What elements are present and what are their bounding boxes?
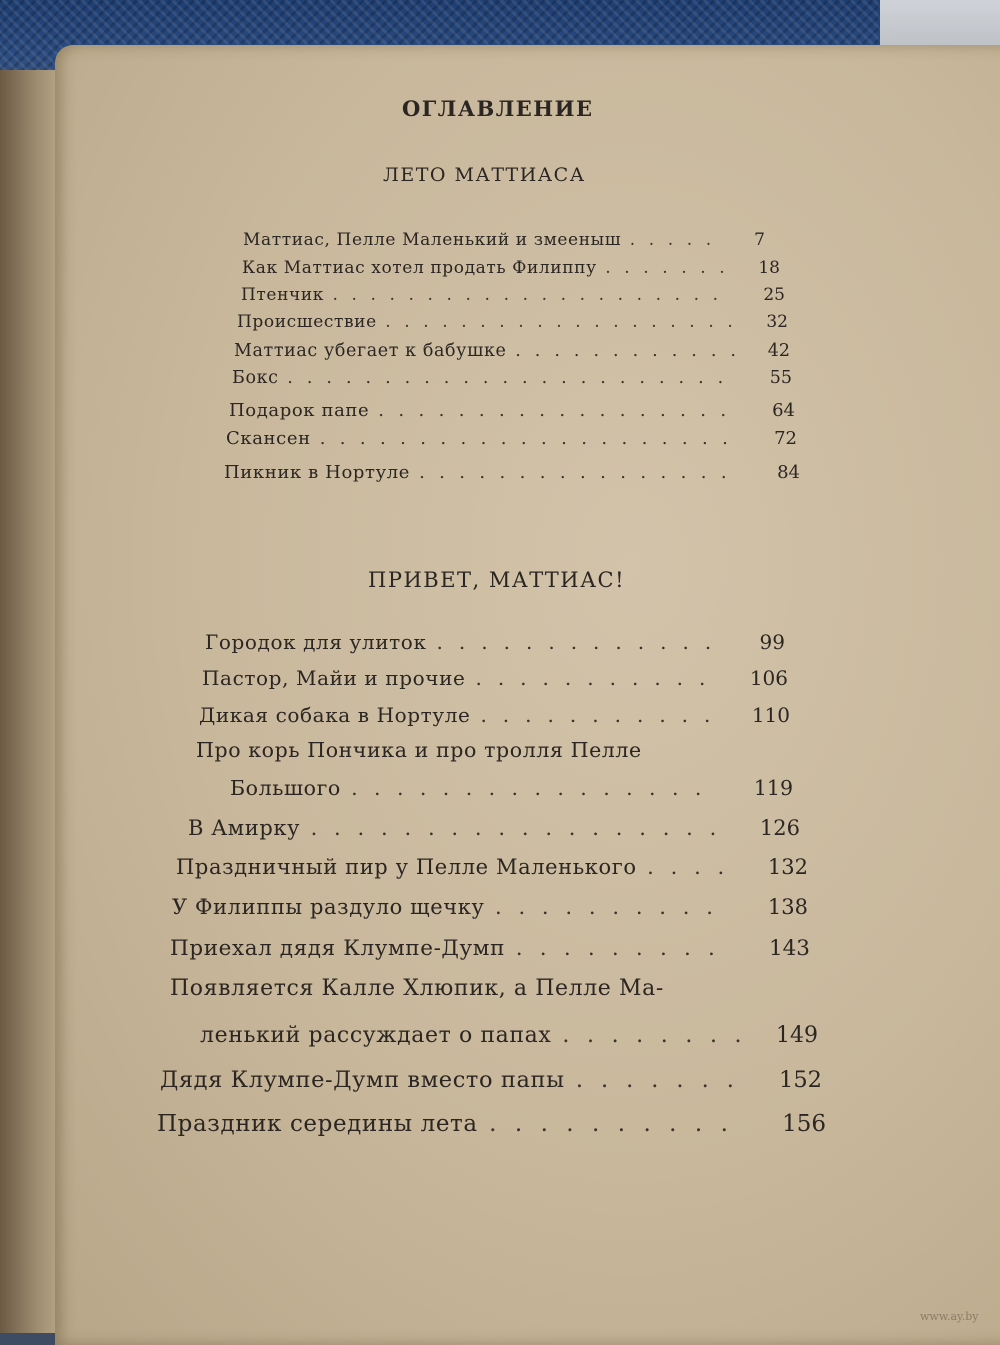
toc-entry-title: Праздничный пир у Пелле Маленького (176, 855, 637, 879)
toc-entry-page: 138 (767, 895, 808, 919)
toc-entry-page: 18 (758, 258, 780, 278)
left-page-edge (0, 70, 60, 1333)
toc-entry-page: 55 (769, 368, 792, 388)
toc-leader-dots: ................ (351, 776, 718, 800)
section-title-2: ПРИВЕТ, МАТТИАС! (368, 568, 626, 592)
toc-entry-title: Городок для улиток (205, 630, 427, 654)
toc-entry-page: 25 (763, 285, 785, 305)
toc-leader-dots: ........ (562, 1023, 760, 1048)
toc-leader-dots: ....... (575, 1067, 752, 1093)
toc-entry-title: Маттиас, Пелле Маленький и змееныш (243, 230, 622, 250)
toc-entry-page: 126 (759, 816, 800, 840)
toc-entry-page: 110 (751, 703, 790, 727)
toc-leader-dots: ..................... (332, 285, 732, 305)
toc-entry-title: Дикая собака в Нортуле (199, 703, 471, 727)
toc-leader-dots: .................. (310, 816, 734, 840)
toc-leader-dots: ........... (480, 703, 727, 727)
toc-entry-page: 152 (779, 1067, 822, 1093)
toc-leader-dots: ................... (385, 312, 747, 332)
toc-leader-dots: ............. (436, 630, 728, 654)
toc-entry-page: 64 (772, 400, 795, 421)
toc-leader-dots: ............ (515, 341, 750, 361)
toc-entry-title-cont: ленький рассуждает о папах (200, 1023, 552, 1048)
toc-entry-page: 32 (766, 312, 788, 332)
toc-entry-title: В Амирку (188, 816, 301, 840)
toc-entry-title: Дядя Клумпе-Думп вместо папы (160, 1067, 565, 1093)
toc-leader-dots: .......... (489, 1111, 747, 1137)
toc-entry-page: 149 (776, 1023, 818, 1048)
toc-leader-dots: ........... (475, 666, 722, 690)
toc-entry-title: Бокс (232, 368, 279, 388)
toc-entry-title: У Филиппы раздуло щечку (172, 895, 485, 919)
section-title-1: ЛЕТО МАТТИАСА (383, 164, 586, 186)
toc-leader-dots: .......... (494, 895, 730, 919)
toc-entry-title-cont: Большого (230, 776, 341, 800)
toc-entry-title: Про корь Пончика и про тролля Пелле (196, 738, 642, 762)
toc-entry-title: Птенчик (241, 285, 325, 305)
toc-entry-title: Маттиас убегает к бабушке (234, 341, 507, 361)
toc-entry-page: 143 (768, 936, 810, 961)
toc-entry-title: Как Маттиас хотел продать Филиппу (242, 258, 597, 278)
toc-entry-title: Появляется Калле Хлюпик, а Пелле Ма- (170, 976, 664, 1001)
toc-entry-title: Пастор, Майи и прочие (202, 666, 466, 690)
toc-heading: ОГЛАВЛЕНИЕ (402, 96, 594, 121)
toc-leader-dots: ..................... (319, 428, 743, 449)
toc-leader-dots: .................. (378, 400, 741, 421)
toc-leader-dots: ....... (605, 258, 739, 278)
toc-entry-title: Праздник середины лета (157, 1111, 478, 1137)
toc-entry-page: 99 (759, 630, 785, 654)
toc-entry-page: 7 (754, 230, 765, 250)
toc-entry-page: 42 (767, 341, 790, 361)
toc-leader-dots: ......... (515, 936, 733, 961)
toc-entry-page: 119 (753, 776, 793, 800)
toc-entry-page: 72 (774, 428, 797, 449)
toc-entry-title: Приехал дядя Клумпе-Думп (170, 936, 506, 961)
toc-entry-title: Происшествие (237, 312, 377, 332)
toc-leader-dots: ....................... (287, 368, 738, 388)
toc-leader-dots: .... (647, 855, 742, 879)
toc-entry-title: Подарок папе (229, 400, 370, 421)
toc-entry-title: Скансен (226, 428, 311, 449)
watermark: www.ay.by (920, 1310, 979, 1323)
toc-leader-dots: ................ (419, 462, 742, 483)
toc-entry-page: 156 (782, 1111, 826, 1137)
toc-entry-page: 132 (767, 855, 808, 879)
toc-entry-title: Пикник в Нортуле (224, 462, 411, 483)
toc-entry-page: 106 (749, 666, 788, 690)
toc-leader-dots: ..... (629, 230, 725, 250)
toc-entry-page: 84 (777, 462, 800, 483)
